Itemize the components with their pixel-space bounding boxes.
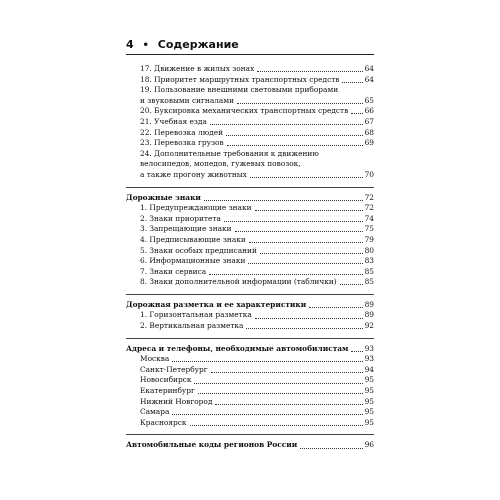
toc-entry[interactable] (126, 354, 374, 365)
dot-leader (249, 242, 363, 243)
toc-entry-last-line (140, 170, 374, 181)
toc-entry-title: Санкт-Петербург (140, 364, 208, 374)
toc-entry-title: 2. Вертикальная разметка (140, 321, 244, 331)
toc-entry-page: 69 (364, 138, 374, 148)
toc-entry-page: 95 (364, 375, 374, 385)
toc-entry-title: 2. Знаки приоритета (140, 213, 221, 223)
page-number: 4 (126, 38, 134, 51)
toc-entry-page: 85 (364, 277, 374, 287)
dot-leader (342, 82, 362, 83)
toc-section-page: 89 (364, 299, 374, 309)
toc-entry-title-line: 19. Пользование внешними световыми приборами (140, 85, 339, 95)
dot-leader (257, 71, 362, 72)
toc-entry-title: 21. Учебная езда (140, 116, 207, 126)
dot-leader (255, 318, 363, 319)
toc-entry[interactable] (126, 235, 374, 246)
toc-entry-page: 68 (364, 127, 374, 137)
toc-entry[interactable] (126, 224, 374, 235)
toc-entry[interactable] (126, 214, 374, 225)
toc-entry[interactable] (126, 64, 374, 75)
section-divider (126, 338, 374, 339)
toc-entry[interactable] (126, 75, 374, 86)
toc-entry[interactable] (126, 397, 374, 408)
dot-leader (226, 135, 363, 136)
toc-section-region-codes[interactable] (126, 440, 374, 451)
toc-entry-page: 85 (364, 266, 374, 276)
dot-leader (209, 274, 362, 275)
toc-entry-title: Нижний Новгород (140, 396, 213, 406)
dot-leader (172, 361, 362, 362)
table-of-contents (126, 64, 374, 451)
toc-entry-page: 79 (364, 234, 374, 244)
dot-leader (250, 177, 363, 178)
dot-leader (194, 383, 362, 384)
dot-leader (172, 414, 362, 415)
toc-entry-title-line: велосипедов, мопедов, гужевых повозок, (140, 159, 301, 169)
toc-entry-page: 72 (364, 203, 374, 213)
toc-entry-title: 1. Предупреждающие знаки (140, 203, 252, 213)
toc-entry-title: 4. Предписывающие знаки (140, 234, 246, 244)
toc-section-addresses[interactable] (126, 344, 374, 355)
toc-entry-page: 95 (364, 407, 374, 417)
toc-entry[interactable] (126, 106, 374, 117)
toc-signs-list (126, 203, 374, 288)
dot-leader (255, 210, 363, 211)
toc-section-markings[interactable] (126, 300, 374, 311)
dot-leader (260, 253, 363, 254)
toc-entry[interactable] (126, 365, 374, 376)
toc-entry-multiline[interactable] (126, 149, 374, 181)
toc-entry-page: 92 (364, 321, 374, 331)
toc-section-title: Автомобильные коды регионов России (126, 440, 298, 450)
dot-leader (309, 307, 362, 308)
toc-entry-page: 83 (364, 256, 374, 266)
toc-entry[interactable] (126, 407, 374, 418)
toc-entry[interactable] (126, 256, 374, 267)
dot-leader (235, 231, 363, 232)
toc-entry-title: 3. Запрещающие знаки (140, 224, 232, 234)
dot-leader (190, 425, 363, 426)
toc-entry-title: 20. Буксировка механических транспортных средств (140, 106, 349, 116)
toc-entry-title: 23. Перевозка грузов (140, 138, 224, 148)
toc-entry[interactable] (126, 138, 374, 149)
toc-entry-page: 95 (364, 396, 374, 406)
toc-markings-list (126, 310, 374, 331)
toc-entry-title: 8. Знаки дополнительной информации (таблички) (140, 277, 337, 287)
toc-entry-page: 95 (364, 386, 374, 396)
toc-entry-title-line: 24. Дополнительные требования к движению (140, 148, 319, 158)
header-rule (126, 54, 374, 55)
toc-entry-page: 74 (364, 213, 374, 223)
toc-entry-page: 70 (364, 169, 374, 179)
dot-leader (237, 103, 363, 104)
toc-entry-page: 95 (364, 417, 374, 427)
toc-entry[interactable] (126, 418, 374, 429)
toc-entry[interactable] (126, 375, 374, 386)
section-divider (126, 187, 374, 188)
dot-leader (340, 284, 363, 285)
toc-entry[interactable] (126, 310, 374, 321)
dot-leader (248, 263, 362, 264)
toc-entry[interactable] (126, 321, 374, 332)
toc-entry-last-line (140, 96, 374, 107)
toc-entry-title: 18. Приоритет маршрутных транспортных средств (140, 74, 340, 84)
toc-entry-title: Новосибирск (140, 375, 192, 385)
dot-leader (224, 221, 363, 222)
toc-entry-page: 94 (364, 364, 374, 374)
header-separator: • (142, 40, 149, 51)
dot-leader (246, 328, 362, 329)
toc-section-title: Адреса и телефоны, необходимые автомобилистам (126, 343, 349, 353)
toc-entry[interactable] (126, 386, 374, 397)
toc-section-signs[interactable] (126, 193, 374, 204)
toc-section-title: Дорожные знаки (126, 192, 201, 202)
dot-leader (227, 145, 363, 146)
section-divider (126, 434, 374, 435)
toc-entry-title: 22. Перевозка людей (140, 127, 224, 137)
toc-entry-title: 6. Информационные знаки (140, 256, 246, 266)
toc-entry[interactable] (126, 267, 374, 278)
toc-entry-title: 1. Горизонтальная разметка (140, 310, 252, 320)
dot-leader (204, 200, 363, 201)
toc-entry-title: Москва (140, 354, 170, 364)
toc-entry-page: 64 (364, 64, 374, 73)
dot-leader (210, 124, 363, 125)
toc-entry-title: 17. Движение в жилых зонах (140, 64, 255, 73)
page-header (126, 38, 374, 51)
toc-entry[interactable] (126, 117, 374, 128)
toc-entry-title: 5. Знаки особых предписаний (140, 245, 257, 255)
toc-entry-page: 93 (364, 354, 374, 364)
toc-entry-title: Красноярск (140, 417, 187, 427)
toc-addresses-list (126, 354, 374, 428)
toc-entry-title-line: и звуковыми сигналами (140, 95, 234, 105)
toc-entry-page: 66 (364, 106, 374, 116)
toc-entry-page: 80 (364, 245, 374, 255)
dot-leader (211, 372, 363, 373)
dot-leader (198, 393, 363, 394)
dot-leader (215, 404, 362, 405)
toc-entry-page: 75 (364, 224, 374, 234)
toc-entry-multiline[interactable] (126, 85, 374, 106)
toc-entry-page: 67 (364, 116, 374, 126)
toc-entry[interactable] (126, 246, 374, 257)
section-divider (126, 294, 374, 295)
toc-entry-title: 7. Знаки сервиса (140, 266, 207, 276)
toc-section-page: 96 (364, 440, 374, 450)
dot-leader (300, 448, 362, 449)
toc-entry-title: Самара (140, 407, 170, 417)
toc-entry-page: 65 (364, 95, 374, 105)
toc-entry[interactable] (126, 277, 374, 288)
toc-entry-title-line: а также прогону животных (140, 169, 247, 179)
dot-leader (351, 113, 362, 114)
dot-leader (351, 351, 362, 352)
toc-entry-page: 89 (364, 310, 374, 320)
toc-section-title: Дорожная разметка и ее характеристики (126, 299, 307, 309)
toc-entry-title: Екатеринбург (140, 386, 195, 396)
toc-section-page: 93 (364, 343, 374, 353)
toc-entry-page: 64 (364, 74, 374, 84)
toc-section-page: 72 (364, 192, 374, 202)
toc-entry[interactable] (126, 203, 374, 214)
toc-entry[interactable] (126, 128, 374, 139)
header-title: Содержание (157, 38, 239, 51)
